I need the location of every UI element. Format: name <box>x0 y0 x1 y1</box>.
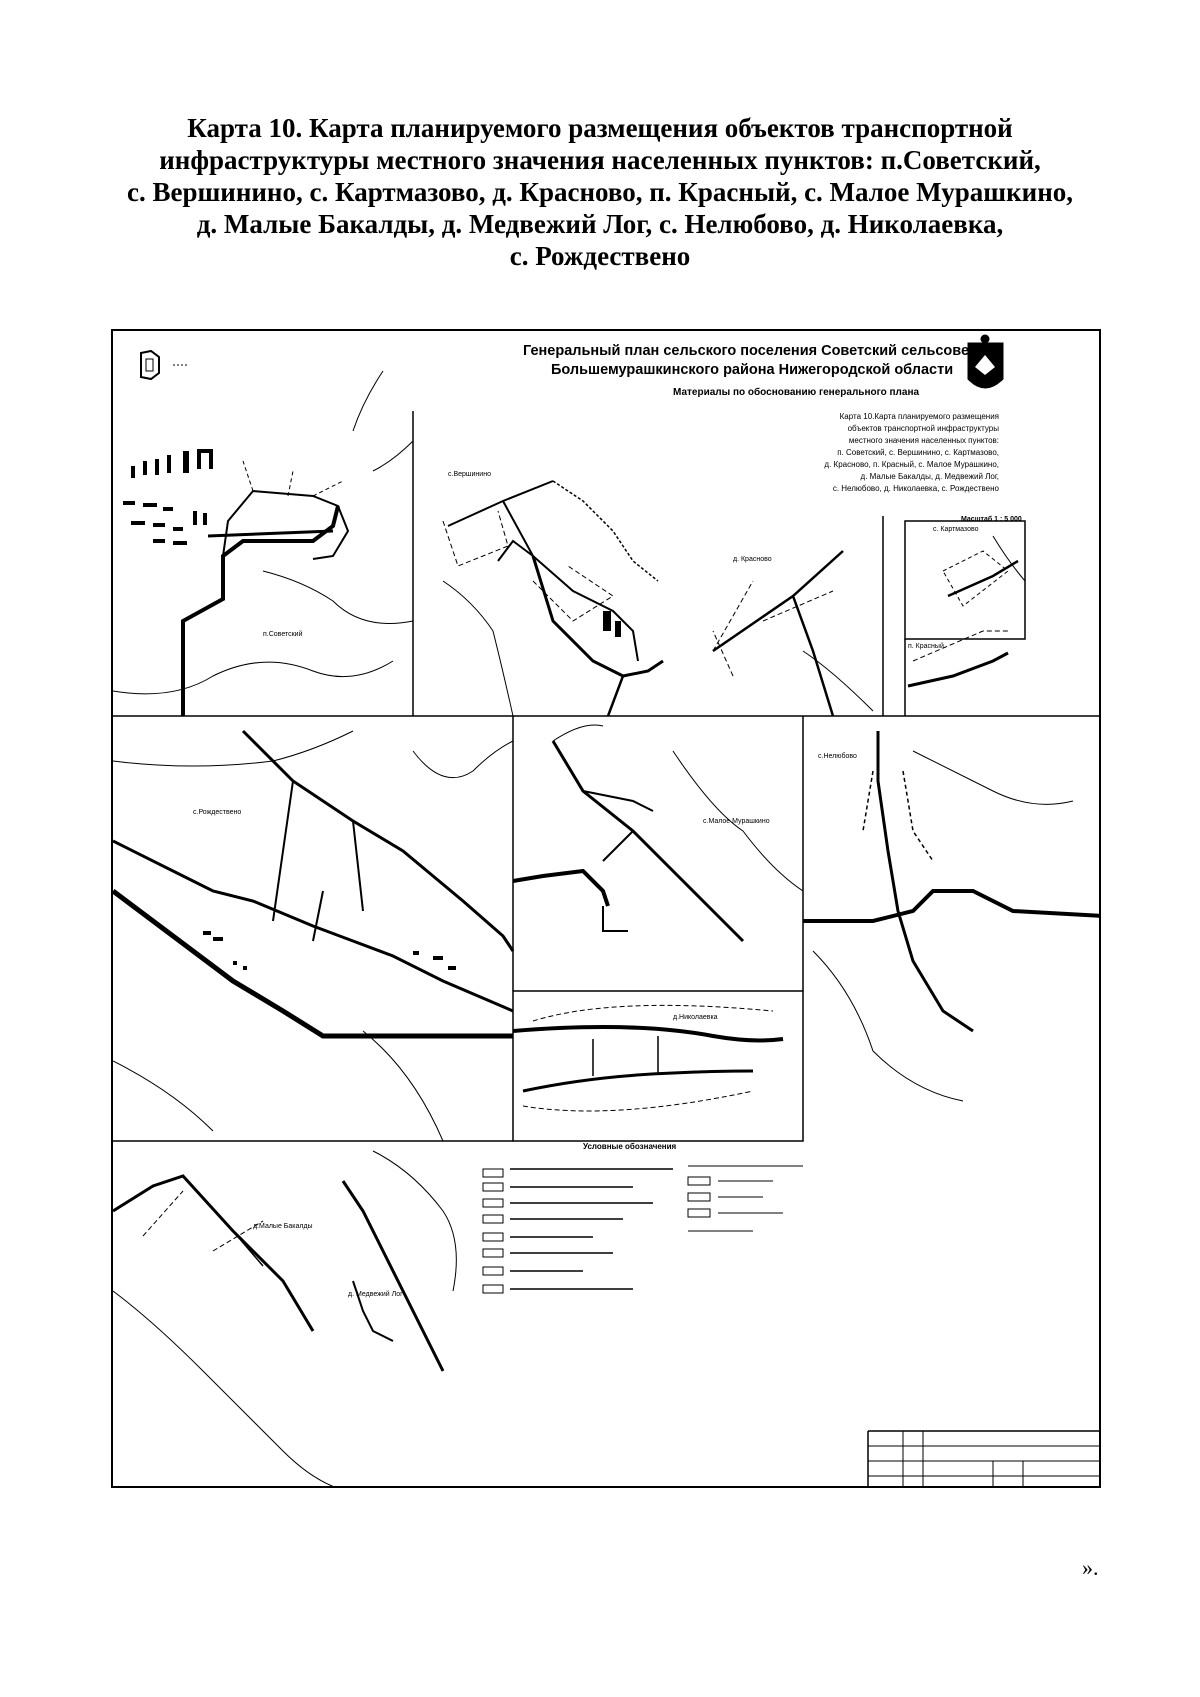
caption-line: п. Советский, с. Вершинино, с. Картмазово, <box>837 448 999 457</box>
caption-line: д. Малые Бакалды, д. Медвежий Лог, <box>860 472 999 481</box>
place-label-rozhdestveno: с.Рождествено <box>193 809 242 816</box>
place-label-malye-bakaldy: д.Малые Бакалды <box>253 1223 313 1230</box>
krasnovo-map <box>713 551 873 716</box>
title-block <box>868 1431 1101 1488</box>
document-title <box>60 112 1140 272</box>
title-line: Карта 10. Карта планируемого размещения объектов транспортной <box>187 113 1013 143</box>
map-header-materials: Материалы по обоснованию генерального плана <box>673 387 920 398</box>
map-header-subtitle: Большемурашкинского района Нижегородской области <box>551 362 954 378</box>
place-label-medvezhy-log: д. Медвежий Лог <box>348 1291 403 1298</box>
place-label-krasnovo: д. Красново <box>733 556 772 563</box>
medvezhy-log-map <box>343 1151 456 1371</box>
map-caption <box>739 411 999 495</box>
kartmazovo-map <box>943 536 1025 606</box>
closing-quote-mark: ». <box>1082 1555 1099 1580</box>
caption-line: с. Нелюбово, д. Николаевка, с. Рождествено <box>832 484 999 493</box>
title-line: инфраструктуры местного значения населенных пунктов: п.Советский, <box>159 145 1041 175</box>
caption-line: местного значения населенных пунктов: <box>848 436 999 445</box>
place-label-krasny: п. Красный <box>908 643 944 650</box>
sovetsky-map <box>113 371 413 716</box>
rozhdestveno-map <box>113 731 513 1141</box>
caption-line: объектов транспортной инфраструктуры <box>847 424 999 433</box>
map-sheet <box>111 329 1101 1488</box>
panel-borders <box>113 411 1101 1488</box>
title-line: с. Рождествено <box>509 241 691 271</box>
legend-title: Условные обозначения <box>583 1142 677 1151</box>
place-label-nelyubovo: с.Нелюбово <box>818 753 857 760</box>
north-arrow-icon <box>141 351 189 379</box>
map-header-title: Генеральный план сельского поселения Советский сельсовет <box>523 343 976 359</box>
place-label-sovetsky: п.Советский <box>263 631 303 638</box>
place-label-maloe-murashkino: с.Малое Мурашкино <box>703 818 770 825</box>
vershinino-map <box>443 481 663 716</box>
nelyubovo-map <box>803 731 1101 1101</box>
map-drawing <box>113 331 1101 1488</box>
map-legend <box>483 1166 803 1293</box>
maloe-murashkino-map <box>513 725 803 941</box>
caption-line: Карта 10.Карта планируемого размещения <box>839 412 999 421</box>
caption-line: д. Красново, п. Красный, с. Малое Мурашкино, <box>824 460 999 469</box>
nikolaevka-map <box>513 1005 783 1111</box>
place-label-nikolaevka: д.Николаевка <box>673 1014 718 1021</box>
scale-label: Масштаб 1 : 5 000 <box>961 516 1022 523</box>
title-line: с. Вершинино, с. Картмазово, д. Красново, п. Красный, с. Малое Мурашкино, <box>126 177 1074 207</box>
place-label-kartmazovo: с. Картмазово <box>933 526 979 533</box>
place-label-vershinino: с.Вершинино <box>448 471 491 478</box>
title-line: д. Малые Бакалды, д. Медвежий Лог, с. Нелюбово, д. Николаевка, <box>196 209 1004 239</box>
